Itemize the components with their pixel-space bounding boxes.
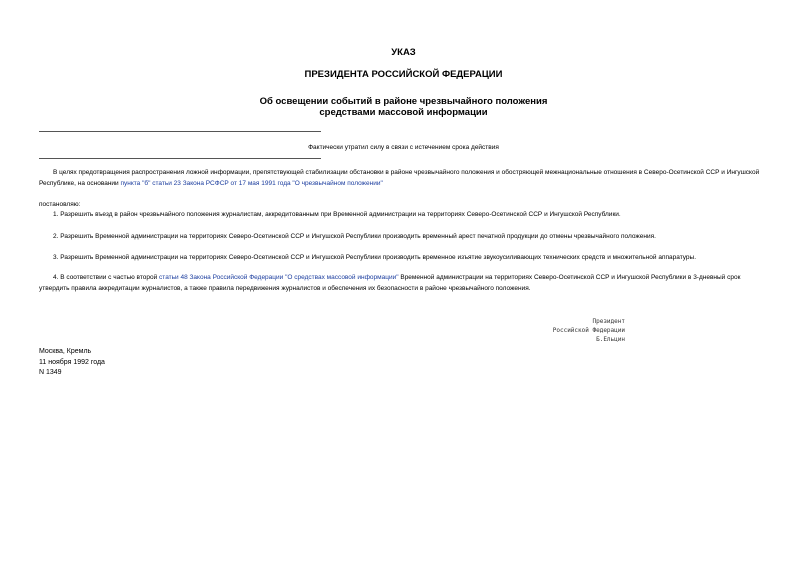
place-date-block [39, 347, 105, 379]
media-law-link[interactable]: статьи 48 Закона Российской Федерации "О средствах массовой информации" [159, 274, 399, 281]
document-subject-line-1: Об освещении событий в районе чрезвычайного положения [259, 96, 548, 107]
signing-place: Москва, Кремль [39, 348, 92, 355]
signing-date: 11 ноября 1992 года [39, 358, 105, 366]
decree-word: постановляю: [39, 201, 81, 208]
document-subject-line-2: средствами массовой информации [319, 107, 488, 118]
clause-4-rest: Временной администрации на территориях Северо-Осетинской ССР и Ингушской Республики в 3-дневный срок утвердить правила аккредитации журналистов, а также правила передвижения журналистов и обеспечения их безопасности в районе чрезвычайного положения. [39, 274, 741, 292]
clause-3: 3. Разрешить Временной администрации на территориях Северо-Осетинской ССР и Ингушской Республики производить временное изъятие звукоусиливающих технических средств и множительной аппаратуры. [53, 254, 697, 261]
preamble-paragraph [39, 168, 769, 189]
document-issuer: ПРЕЗИДЕНТА РОССИЙСКОЙ ФЕДЕРАЦИИ [304, 69, 503, 80]
document-subject [0, 96, 807, 118]
top-divider [39, 131, 321, 132]
clause-2: 2. Разрешить Временной администрации на территориях Северо-Осетинской ССР и Ингушской Республики производить временный арест печатной продукции до отмены чрезвычайного положения. [53, 233, 656, 240]
signature-title: Президент [592, 318, 625, 325]
clause-4-start: 4. В соответствии с частью второй [53, 274, 160, 281]
document-number: N 1349 [39, 369, 62, 376]
preamble-text: В целях предотвращения распространения ложной информации, препятствующей стабилизации обстановки в районе чрезвычайного положения и обостряющей межнациональные отношения в Северо-Осетинской ССР и Ингушской Республике, на основании [39, 169, 760, 187]
law-reference-link[interactable]: пункта "б" статьи 23 Закона РСФСР от 17 мая 1991 года "О чрезвычайном положении" [120, 179, 383, 187]
signature-country: Российской Федерации [552, 327, 625, 334]
status-note: Фактически утратил силу в связи с истечением срока действия [308, 144, 499, 151]
clause-1: 1. Разрешить въезд в район чрезвычайного положения журналистам, аккредитованным при Временной администрации на территориях Северо-Осетинской ССР и Ингушской Республики. [53, 211, 621, 218]
signature-block [500, 317, 625, 344]
signature-name: Б.Ельцин [596, 336, 625, 343]
clause-4 [39, 273, 769, 294]
document-title: УКАЗ [391, 47, 416, 58]
bottom-divider [39, 158, 321, 159]
